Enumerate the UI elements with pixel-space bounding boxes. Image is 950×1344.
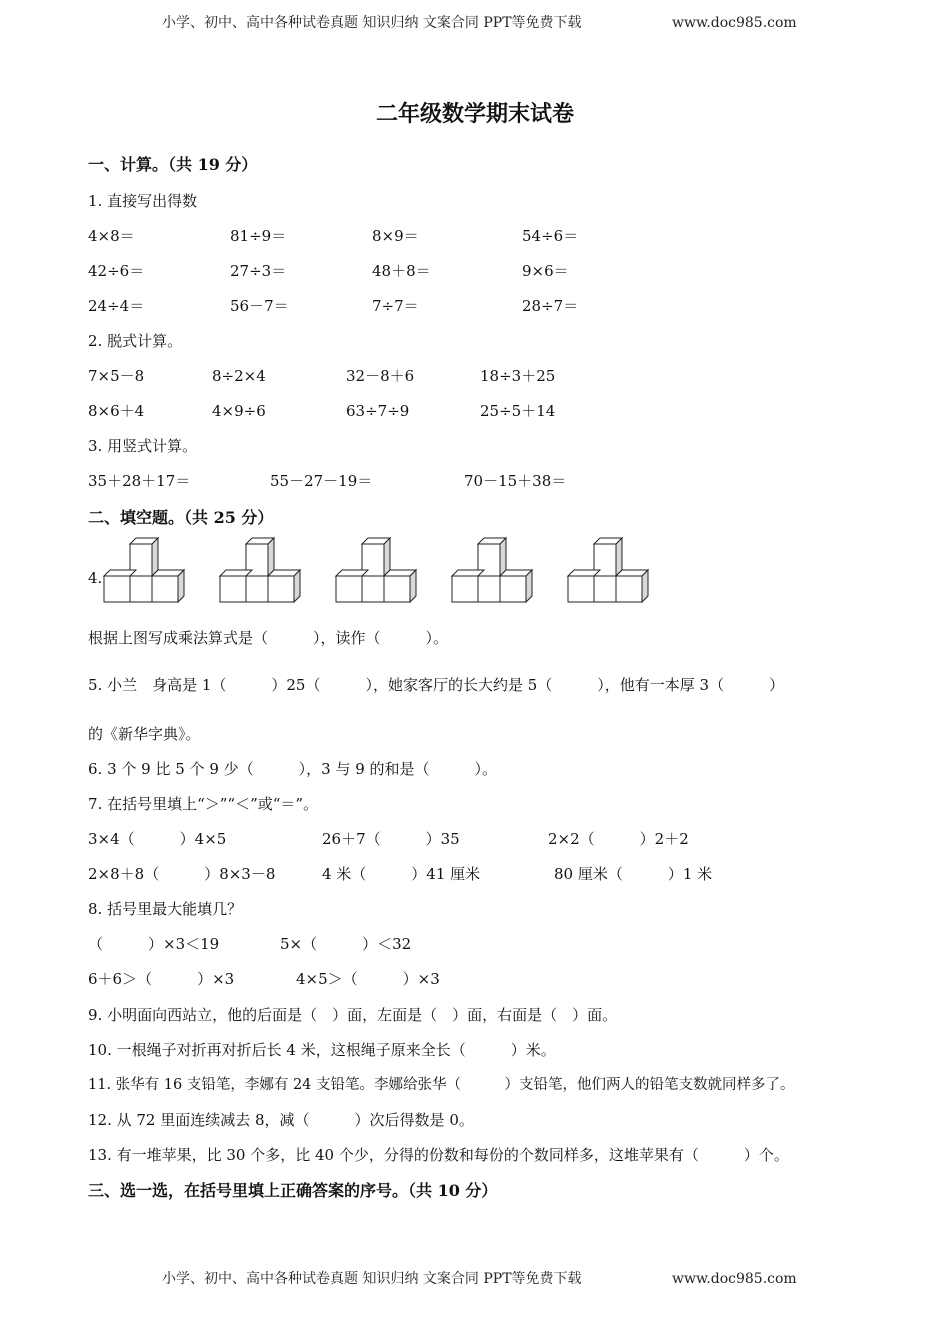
- q3-label: 3. 用竖式计算。: [88, 437, 198, 455]
- q7-cell: 4 米（ ）41 厘米: [322, 865, 481, 883]
- q2-cell: 32－8＋6: [346, 367, 415, 385]
- q1-cell: 54÷6＝: [522, 227, 579, 245]
- q7-cell: 3×4（ ）4×5: [88, 830, 227, 848]
- q1-cell: 42÷6＝: [88, 262, 145, 280]
- q6-text: 6. 3 个 9 比 5 个 9 少（ ），3 与 9 的和是（ ）。: [88, 760, 498, 778]
- q3-item: 55－27－19＝: [270, 472, 373, 490]
- q1-cell: 7÷7＝: [372, 297, 419, 315]
- cube-group: [220, 538, 300, 602]
- q2-cell: 7×5－8: [88, 367, 145, 385]
- cube-group: [104, 538, 184, 602]
- q2-cell: 4×9÷6: [212, 402, 266, 420]
- q9-text: 9. 小明面向西站立，他的后面是（ ）面，左面是（ ）面，右面是（ ）面。: [88, 1006, 618, 1024]
- cube-group: [452, 538, 532, 602]
- q8-cell: 4×5＞（ ）×3: [296, 970, 440, 988]
- q3-item: 70－15＋38＝: [464, 472, 567, 490]
- page-title: 二年级数学期末试卷: [375, 101, 574, 127]
- q2-cell: 25÷5＋14: [480, 402, 556, 420]
- q3-item: 35＋28＋17＝: [88, 472, 191, 490]
- q1-label: 1. 直接写出得数: [88, 192, 198, 210]
- q1-cell: 4×8＝: [88, 227, 135, 245]
- q11-text: 11. 张华有 16 支铅笔，李娜有 24 支铅笔。李娜给张华（ ）支铅笔，他们两人的铅笔支数就同样多了。: [88, 1077, 795, 1093]
- cube-group: [336, 538, 416, 602]
- q2-cell: 18÷3＋25: [480, 367, 556, 385]
- q1-cell: 81÷9＝: [230, 227, 287, 245]
- q1-cell: 56－7＝: [230, 297, 289, 315]
- q5-line1: 5. 小兰 身高是 1（ ）25（ ），她家客厅的长大约是 5（ ），他有一本厚 3（ ）: [88, 676, 785, 694]
- q2-cell: 8÷2×4: [212, 367, 266, 385]
- q12-text: 12. 从 72 里面连续减去 8，减（ ）次后得数是 0。: [88, 1111, 474, 1129]
- q1-cell: 24÷4＝: [88, 297, 145, 315]
- q7-cell: 2×2（ ）2＋2: [548, 830, 689, 848]
- q1-cell: 27÷3＝: [230, 262, 287, 280]
- q8-label: 8. 括号里最大能填几？: [88, 900, 243, 918]
- q7-cell: 2×8＋8（ ）8×3－8: [88, 865, 276, 883]
- q7-cell: 80 厘米（ ）1 米: [554, 865, 713, 883]
- section2-heading: 二、填空题。（共 25 分）: [88, 508, 274, 527]
- header-text: 小学、初中、高中各种试卷真题 知识归纳 文案合同 PPT等免费下载: [162, 15, 582, 31]
- q10-text: 10. 一根绳子对折再对折后长 4 米，这根绳子原来全长（ ）米。: [88, 1041, 556, 1059]
- q7-label: 7. 在括号里填上“＞”“＜”或“＝”。: [88, 795, 319, 813]
- footer-text: 小学、初中、高中各种试卷真题 知识归纳 文案合同 PPT等免费下载: [162, 1271, 582, 1287]
- q8-cell: 5×（ ）＜32: [280, 935, 412, 953]
- cube-figures: [100, 536, 660, 608]
- q13-text: 13. 有一堆苹果，比 30 个多，比 40 个少，分得的份数和每份的个数同样多，这堆苹果有（ ）个。: [88, 1146, 789, 1164]
- section3-heading: 三、选一选，在括号里填上正确答案的序号。（共 10 分）: [88, 1181, 498, 1200]
- q5-line2: 的《新华字典》。: [88, 725, 201, 743]
- q1-cell: 9×6＝: [522, 262, 569, 280]
- cube-group: [568, 538, 648, 602]
- q8-cell: 6＋6＞（ ）×3: [88, 970, 235, 988]
- q7-cell: 26＋7（ ）35: [322, 830, 460, 848]
- q1-cell: 28÷7＝: [522, 297, 579, 315]
- q4-label: 4.: [88, 569, 103, 587]
- q1-cell: 8×9＝: [372, 227, 419, 245]
- q8-cell: （ ）×3＜19: [88, 935, 220, 953]
- q2-label: 2. 脱式计算。: [88, 332, 183, 350]
- footer-link[interactable]: www.doc985.com: [672, 1271, 797, 1287]
- header-link[interactable]: www.doc985.com: [672, 15, 797, 31]
- q2-cell: 63÷7÷9: [346, 402, 410, 420]
- q2-cell: 8×6＋4: [88, 402, 145, 420]
- section1-heading: 一、计算。（共 19 分）: [88, 155, 258, 174]
- q1-cell: 48＋8＝: [372, 262, 431, 280]
- q4-text: 根据上图写成乘法算式是（ ），读作（ ）。: [88, 629, 449, 647]
